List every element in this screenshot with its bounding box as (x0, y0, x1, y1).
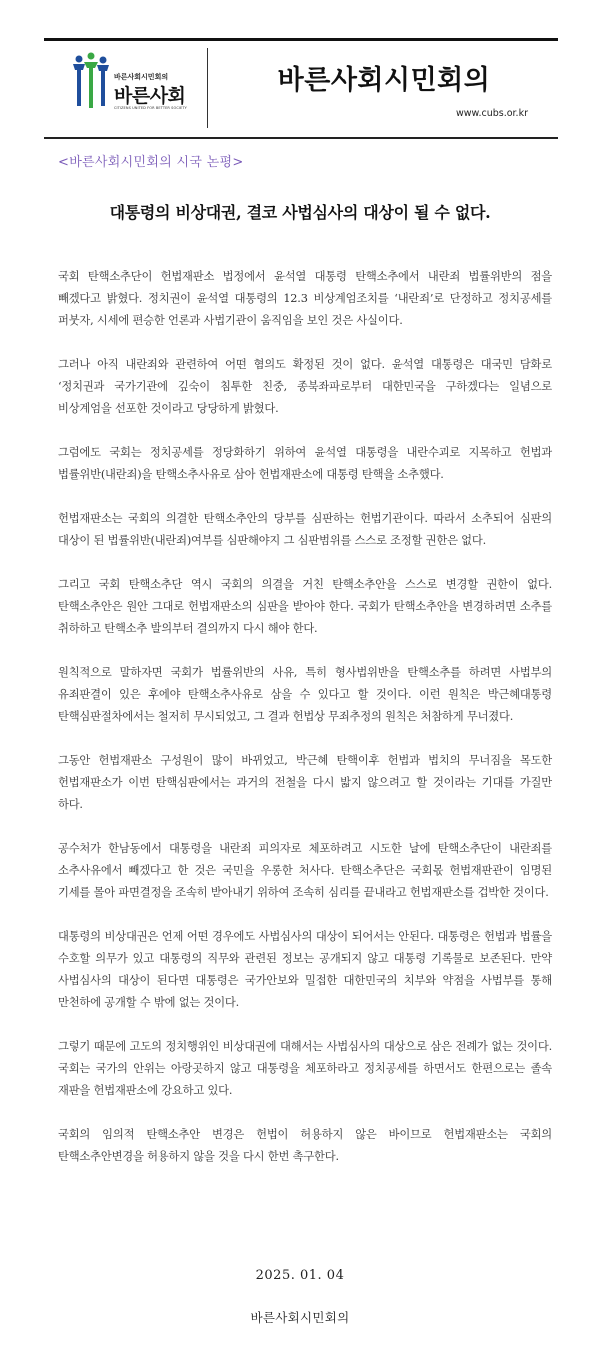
signature: 바른사회시민회의 (250, 1310, 350, 1325)
paragraph: 그동안 헌법재판소 구성원이 많이 바뀌었고, 박근혜 탄핵이후 헌법과 법치의 무너짐을 목도한 헌법재판소가 이번 탄핵심판에서는 과거의 전철을 다시 밟지 않으려고 할 것이라는 기대를 가질만 하다. (58, 754, 552, 811)
logo-org-caption: 바른사회시민회의 (114, 73, 169, 81)
logo-tagline: CITIZENS UNITED FOR BETTER SOCIETY (114, 106, 187, 110)
logo-wordmark: 바른사회 (114, 85, 186, 107)
paragraph: 헌법재판소는 국회의 의결한 탄핵소추안의 당부를 심판하는 헌법기관이다. 따라서 소추되어 심판의 대상이 된 법률위반(내란죄)여부를 심판해야지 그 심판범위를 스스로 조정할 권한은 없다. (58, 512, 552, 547)
paragraph: 그러나 아직 내란죄와 관련하여 어떤 혐의도 확정된 것이 없다. 윤석열 대통령은 대국민 담화로 ‘정치권과 국가기관에 깊숙이 침투한 친중, 종북좌파로부터 대한민국을 구하겠다는 일념으로 비상계엄을 선포한 것이라고 당당하게 밝혔다. (58, 358, 552, 415)
people-figures-icon (70, 50, 112, 112)
statement-body (58, 266, 552, 1190)
paragraph: 그리고 국회 탄핵소추단 역시 국회의 의결을 거친 탄핵소추안을 스스로 변경할 권한이 없다. 탄핵소추안은 원안 그대로 헌법재판소의 심판을 받아야 한다. 국회가 탄핵소추안을 변경하려면 소추를 취하하고 탄핵소추 발의부터 결의까지 다시 해야 한다. (58, 578, 552, 635)
paragraph: 국회 탄핵소추단이 헌법재판소 법정에서 윤석열 대통령 탄핵소추에서 내란죄 법률위반의 점을 빼겠다고 밝혔다. 정치권이 윤석열 대통령의 12.3 비상계엄조치를 ‘내란죄’로 단정하고 정치공세를 퍼붓자, 시세에 편승한 언론과 사법기관이 움직임을 보인 것은 사실이다. (58, 270, 552, 327)
header-divider (207, 48, 208, 128)
top-rule (44, 38, 558, 41)
series-label: <바른사회시민회의 시국 논평> (58, 155, 244, 170)
paragraph: 공수처가 한남동에서 대통령을 내란죄 피의자로 체포하려고 시도한 날에 탄핵소추단이 내란죄를 소추사유에서 빼겠다고 한 것은 국민을 우롱한 처사다. 탄핵소추단은 국회몫 헌법재판관이 임명된 기세를 몰아 파면결정을 조속히 받아내기 위하여 조속히 심리를 끝내라고 헌법재판소를 겁박한 것이다. (58, 842, 552, 899)
paragraph: 그렇기 때문에 고도의 정치행위인 비상대권에 대해서는 사법심사의 대상으로 삼은 전례가 없는 것이다. 국회는 국가의 안위는 아랑곳하지 않고 대통령을 체포하라고 정치공세를 하면서도 한편으로는 졸속 재판을 헌법재판소에 강요하고 있다. (58, 1040, 552, 1097)
statement-headline: 대통령의 비상대권, 결코 사법심사의 대상이 될 수 없다. (109, 203, 491, 222)
organization-url[interactable]: www.cubs.or.kr (456, 108, 528, 119)
paragraph: 대통령의 비상대권은 언제 어떤 경우에도 사법심사의 대상이 되어서는 안된다. 대통령은 헌법과 법률을 수호할 의무가 있고 대통령의 직무와 관련된 정보는 공개되지 않고 대통령 기록물로 보존된다. 만약 사법심사의 대상이 된다면 대통령은 국가안보와 밀접한 대한민국의 치부와 약점을 사법부를 통해 만천하에 공개할 수 밖에 없는 것이다. (58, 930, 552, 1009)
header-bottom-rule (44, 137, 558, 139)
organization-title: 바른사회시민회의 (277, 65, 491, 96)
paragraph: 원칙적으로 말하자면 국회가 법률위반의 사유, 특히 형사법위반을 탄핵소추를 하려면 사법부의 유죄판결이 있은 후에야 탄핵소추사유로 삼을 수 있다고 할 것이다. 이런 원칙은 박근혜대통령 탄핵심판절차에서는 철저히 무시되었고, 그 결과 헌법상 무죄추정의 원칙은 처참하게 무너졌다. (58, 666, 552, 723)
paragraph: 국회의 임의적 탄핵소추안 변경은 헌법이 허용하지 않은 바이므로 헌법재판소는 국회의 탄핵소추안변경을 허용하지 않을 것을 다시 한번 촉구한다. (58, 1128, 552, 1163)
organization-logo (70, 50, 200, 120)
letterhead (0, 0, 600, 140)
paragraph: 그럼에도 국회는 정치공세를 정당화하기 위하여 윤석열 대통령을 내란수괴로 지목하고 헌법과 법률위반(내란죄)을 탄핵소추사유로 삼아 헌법재판소에 대통령 탄핵을 소추했다. (58, 446, 552, 481)
statement-date: 2025. 01. 04 (255, 1268, 345, 1283)
